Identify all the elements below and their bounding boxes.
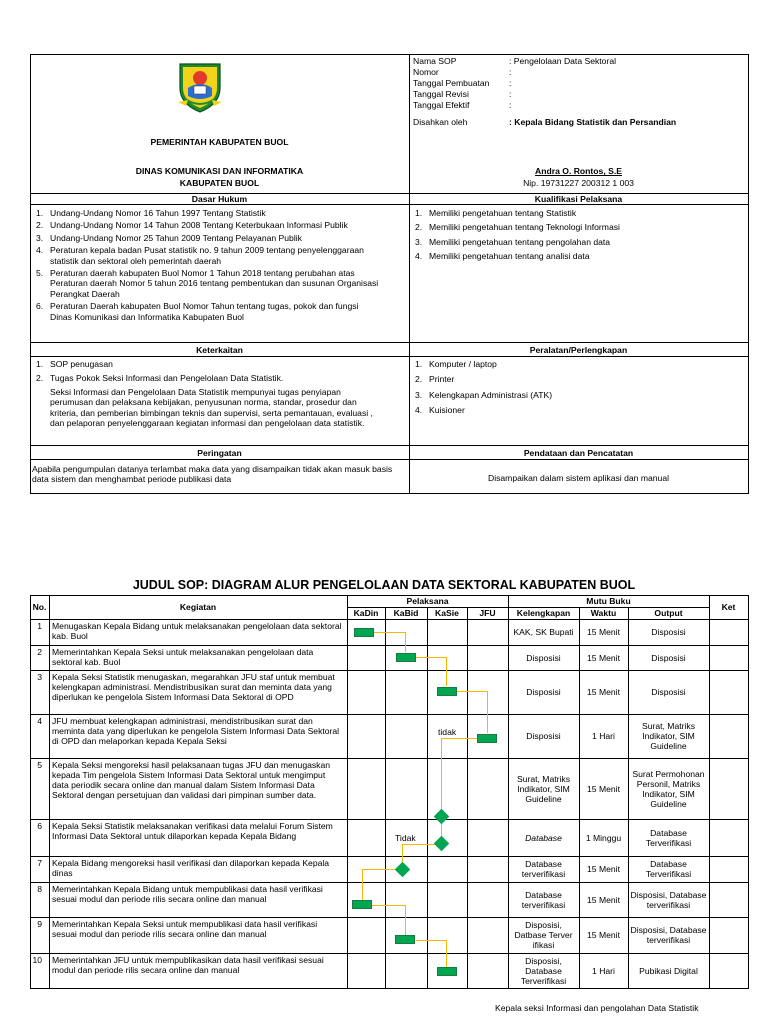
list-item: 5. Peraturan daerah kabupaten Buol Nomor 1 Tahun 2018 tentang perubahan atas Peraturan daerah Nomor 5 tahun 2016 tentang pembentukan dan susunan Organisasi Perangkat Daerah [36, 268, 379, 299]
decision-diamond [395, 862, 411, 878]
meta-label: Disahkan oleh [413, 117, 468, 127]
list-item: 1. Undang-Undang Nomor 16 Tahun 1997 Tentang Statistik [36, 208, 266, 218]
decision-label-tidak: tidak [438, 727, 457, 737]
process-box [477, 734, 497, 743]
list-item: 1. SOP penugasan [36, 359, 113, 369]
col-pelaksana-header: Pelaksana [406, 596, 449, 606]
decision-diamond [434, 836, 450, 852]
col-jfu-header: JFU [479, 608, 496, 618]
col-waktu-header: Waktu [590, 608, 617, 618]
list-item: 3. Undang-Undang Nomor 25 Tahun 2009 Tentang Pelayanan Publik [36, 232, 302, 243]
meta-value: : [509, 100, 512, 110]
keterkaitan-title: Keterkaitan [196, 345, 243, 355]
decision-diamond [434, 809, 450, 825]
list-item: 2. Printer [415, 374, 455, 385]
decision-label-tidak: Tidak [395, 833, 416, 843]
col-kabid-header: KaBid [393, 608, 419, 618]
list-item: 3. Memiliki pengetahuan tentang pengolahan data [415, 236, 611, 247]
list-item: 2. Undang-Undang Nomor 14 Tahun 2008 Tentang Keterbukaan Informasi Publik [36, 220, 348, 231]
col-kelengkapan-header: Kelengkapan [516, 608, 571, 618]
list-item: 2. Tugas Pokok Seksi Informasi dan Pengelolaan Data Statistik. [36, 373, 284, 384]
pendataan-text: Disampaikan dalam sistem aplikasi dan manual [487, 473, 670, 483]
list-item: 6. Peraturan Daerah kabupaten Buol Nomor Tahun tentang tugas, pokok dan fungsi Dinas Komunikasi dan Informatika Kabupaten Buol [36, 301, 359, 322]
list-item: 4. Kuisioner [415, 405, 465, 416]
keterkaitan-paragraph: Seksi Informasi dan Pengelolaan Data Statistik mempunyai tugas penyiapan perumusan dan pelaksana kebijakan, penyusunan norma, standar, prosedur dan kriteria, dan pemberian bimbingan teknis dan supervisi, serta pemantauan, evaluasi , dan pelaporan penyelenggaraan kegiatan informasi dan pengelolaan data statistik. [50, 387, 373, 429]
process-box [354, 628, 374, 637]
col-mutu-header: Mutu Buku [586, 596, 631, 606]
kualifikasi-list [409, 208, 744, 266]
peralatan-list [409, 359, 744, 421]
meta-value: : [509, 78, 512, 88]
regency-name: KABUPATEN BUOL [179, 178, 260, 188]
dasar-hukum-list [30, 208, 382, 324]
kualifikasi-title: Kualifikasi Pelaksana [534, 194, 623, 204]
process-box [437, 687, 457, 696]
col-output-header: Output [654, 608, 683, 618]
col-no-header: No. [32, 602, 47, 612]
flow-title: JUDUL SOP: DIAGRAM ALUR PENGELOLAAN DATA SEKTORAL KABUPATEN BUOL [132, 578, 636, 592]
pendataan-title: Pendataan dan Pencatatan [523, 448, 634, 458]
process-box [396, 653, 416, 662]
col-kadin-header: KaDin [353, 608, 379, 618]
meta-value: : Kepala Bidang Statistik dan Persandian [509, 117, 677, 127]
meta-label: Tanggal Pembuatan [413, 78, 490, 88]
dept-name: DINAS KOMUNIKASI DAN INFORMATIKA [135, 166, 304, 176]
meta-label: Tanggal Efektif [413, 100, 470, 110]
gov-name: PEMERINTAH KABUPATEN BUOL [150, 137, 289, 147]
list-item: 1. Komputer / laptop [415, 359, 497, 369]
process-box [395, 935, 415, 944]
dasar-hukum-title: Dasar Hukum [191, 194, 248, 204]
sop-meta [413, 56, 743, 128]
list-item: 2. Memiliki pengetahuan tentang Teknologi Informasi [415, 222, 620, 233]
meta-label: Tanggal Revisi [413, 89, 469, 99]
process-box [352, 900, 372, 909]
peringatan-text: Apabila pengumpulan datanya terlambat maka data yang disampaikan tidak akan masuk basis data sistem dan menghambat periode publikasi data [32, 464, 393, 485]
list-item: 1. Memiliki pengetahuan tentang Statistik [415, 208, 577, 218]
meta-value: : [509, 67, 512, 77]
list-item: 3. Kelengkapan Administrasi (ATK) [415, 389, 553, 400]
peringatan-title: Peringatan [197, 448, 242, 458]
list-item: 4. Peraturan kepala badan Pusat statistik no. 9 tahun 2009 tentang penyelenggaraan statistik dan sektoral oleh pemerintah daerah [36, 245, 364, 266]
buol-regency-logo [172, 58, 228, 114]
col-kasie-header: KaSie [435, 608, 459, 618]
col-kegiatan-header: Kegiatan [179, 602, 217, 612]
signer-nip: Nip. 19731227 200312 1 003 [523, 178, 634, 188]
signer-name: Andra O. Rontos, S.E [535, 166, 622, 176]
meta-value: : [509, 89, 512, 99]
meta-value: : Pengelolaan Data Sektoral [509, 56, 617, 66]
process-box [437, 967, 457, 976]
list-item: 4. Memiliki pengetahuan tentang analisi data [415, 251, 590, 262]
col-ket-header: Ket [721, 602, 736, 612]
footer-signature-label: Kepala seksi Informasi dan pengolahan Data Statistik [495, 1003, 699, 1013]
keterkaitan-list [30, 359, 382, 388]
peralatan-title: Peralatan/Perlengkapan [529, 345, 628, 355]
meta-label: Nama SOP [413, 56, 457, 66]
meta-label: Nomor [413, 67, 439, 77]
